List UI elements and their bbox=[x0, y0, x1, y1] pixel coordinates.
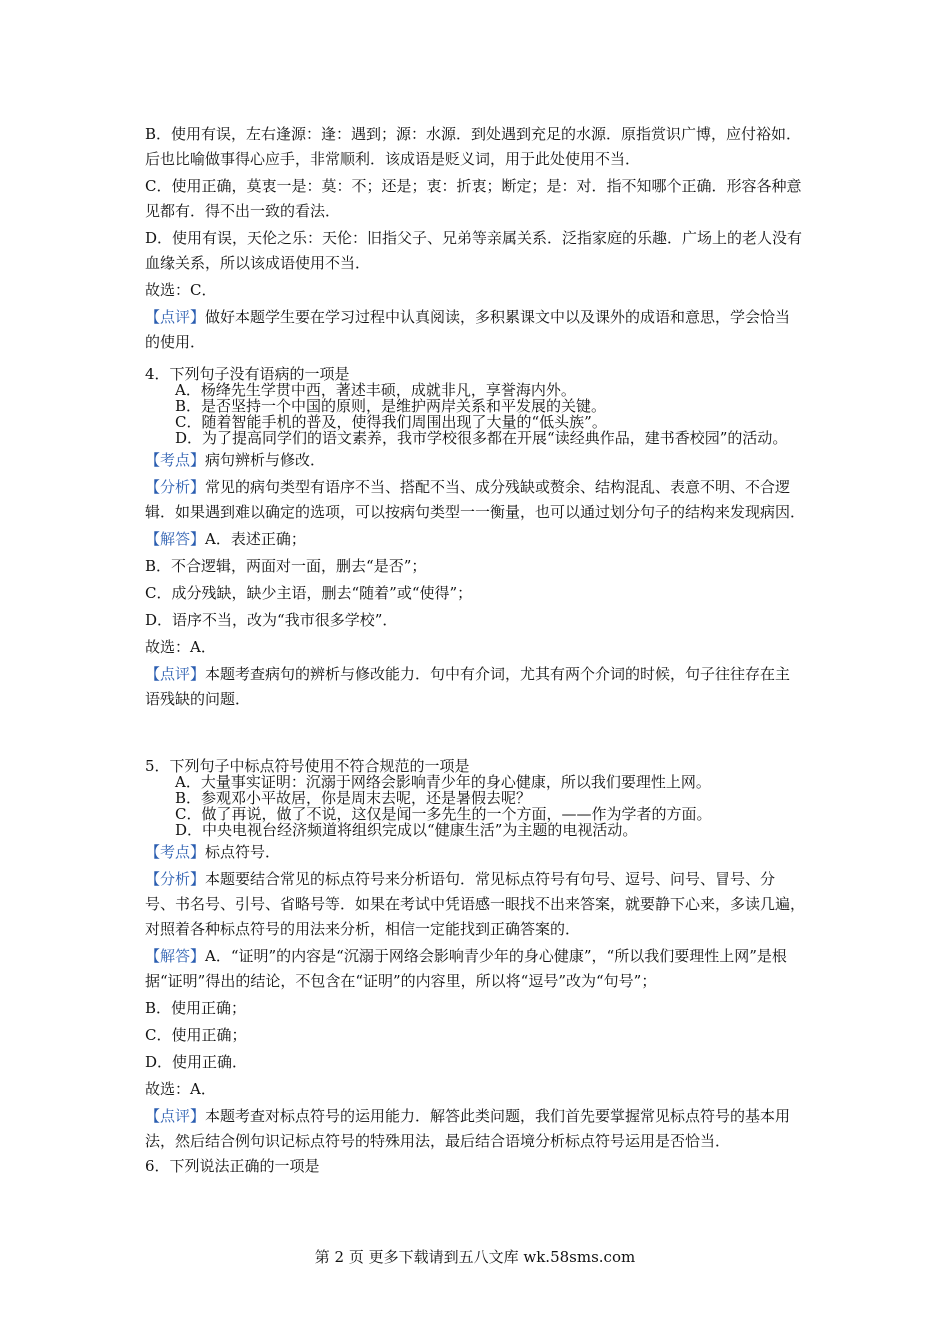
fenxi-paragraph bbox=[145, 475, 805, 525]
answer-choice: 故选：A． bbox=[145, 638, 216, 656]
kaodian-tag: 【考点】 bbox=[145, 451, 206, 469]
question-4-option-d: D．为了提高同学们的语文素养，我市学校很多都在开展“读经典作品，建书香校园”的活动。 bbox=[175, 429, 788, 447]
fenxi-text: 常见的病句类型有语序不当、搭配不当、成分残缺或赘余、结构混乱、表意不明、不合逻辑．如果遇到难以确定的选项，可以按病句类型一一衡量，也可以通过划分句子的结构来发现病因． bbox=[145, 478, 806, 521]
answer-choice: 故选：C． bbox=[145, 281, 217, 299]
fenxi-text: 本题要结合常见的标点符号来分析语句．常见标点符号有句号、逗号、问号、冒号、分号、书名号、引号、省略号等．如果在考试中凭语感一眼找不出来答案，就要静下心来，多读几遍，对照着各种标点符号的用法来分析，相信一定能找到正确答案的． bbox=[145, 870, 806, 938]
jieda-tag: 【解答】 bbox=[145, 530, 206, 548]
question-5-title: 5．下列句子中标点符号使用不符合规范的一项是 bbox=[145, 757, 470, 775]
solution-line: D．使用正确． bbox=[145, 1053, 248, 1071]
answer-choice: 故选：A． bbox=[145, 1080, 216, 1098]
explanation-c: C．使用正确，莫衷一是：莫：不；还是；衷：折衷；断定；是：对．指不知哪个正确．形容各种意见都有．得不出一致的看法． bbox=[145, 177, 802, 220]
explanation-b: B．使用有误，左右逢源：逢：遇到；源：水源．到处遇到充足的水源．原指赏识广博，应付裕如．后也比喻做事得心应手，非常顺利．该成语是贬义词，用于此处使用不当． bbox=[145, 125, 802, 168]
review-text: 本题考查病句的辨析与修改能力．句中有介词，尤其有两个介词的时候，句子往往存在主语残缺的问题． bbox=[145, 665, 791, 708]
question-4-title: 4．下列句子没有语病的一项是 bbox=[145, 365, 350, 383]
question-5-option-b: B．参观邓小平故居，你是周末去呢，还是暑假去呢？ bbox=[175, 789, 532, 807]
question-6-title: 6．下列说法正确的一项是 bbox=[145, 1157, 320, 1175]
jieda-text: A．“证明”的内容是“沉溺于网络会影响青少年的身心健康”，“所以我们要理性上网”是根据“证明”得出的结论，不包含在“证明”的内容里，所以将“逗号”改为“句号”； bbox=[145, 947, 787, 990]
fenxi-tag: 【分析】 bbox=[145, 478, 206, 496]
question-3-continuation bbox=[145, 122, 805, 355]
solution-line: B．使用正确； bbox=[145, 999, 247, 1017]
review-text: 本题考查对标点符号的运用能力．解答此类问题，我们首先要掌握常见标点符号的基本用法，然后结合例句识记标点符号的特殊用法，最后结合语境分析标点符号运用是否恰当． bbox=[145, 1107, 791, 1150]
review-text: 做好本题学生要在学习过程中认真阅读，多积累课文中以及课外的成语和意思，学会恰当的使用． bbox=[145, 308, 791, 351]
fenxi-paragraph bbox=[145, 867, 805, 942]
review-paragraph bbox=[145, 662, 805, 712]
kaodian-paragraph bbox=[145, 840, 805, 865]
question-5-option-d: D．中央电视台经济频道将组织完成以“健康生活”为主题的电视活动。 bbox=[175, 821, 638, 839]
question-4-option-b: B．是否坚持一个中国的原则，是维护两岸关系和平发展的关键。 bbox=[175, 397, 607, 415]
fenxi-tag: 【分析】 bbox=[145, 870, 206, 888]
solution-line: B．不合逻辑，两面对一面，删去“是否”； bbox=[145, 557, 427, 575]
question-5 bbox=[145, 758, 805, 1179]
question-4-option-c: C．随着智能手机的普及，使得我们周围出现了大量的“低头族”。 bbox=[175, 413, 607, 431]
kaodian-text: 标点符号． bbox=[205, 843, 281, 861]
kaodian-paragraph bbox=[145, 448, 805, 473]
review-tag: 【点评】 bbox=[145, 1107, 206, 1125]
explanation-d: D．使用有误，天伦之乐：天伦：旧指父子、兄弟等亲属关系．泛指家庭的乐趣．广场上的老人没有血缘关系，所以该成语使用不当． bbox=[145, 229, 803, 272]
jieda-paragraph bbox=[145, 944, 805, 994]
question-5-option-c: C．做了再说，做了不说，这仅是闻一多先生的一个方面，——作为学者的方面。 bbox=[175, 805, 712, 823]
page-footer: 第 2 页 更多下载请到五八文库 wk.58sms.com bbox=[314, 1248, 636, 1266]
question-4-option-a: A．杨绛先生学贯中西，著述丰硕，成就非凡，享誉海内外。 bbox=[175, 381, 576, 399]
review-paragraph bbox=[145, 1104, 805, 1154]
solution-line: C．成分残缺，缺少主语，删去“随着”或“使得”； bbox=[145, 584, 473, 602]
jieda-paragraph bbox=[145, 527, 805, 552]
review-tag: 【点评】 bbox=[145, 665, 206, 683]
solution-line: D．语序不当，改为“我市很多学校”． bbox=[145, 611, 398, 629]
review-tag: 【点评】 bbox=[145, 308, 206, 326]
solution-line: C．使用正确； bbox=[145, 1026, 247, 1044]
question-4 bbox=[145, 366, 805, 712]
jieda-tag: 【解答】 bbox=[145, 947, 206, 965]
kaodian-text: 病句辨析与修改． bbox=[205, 451, 326, 469]
review-paragraph bbox=[145, 305, 805, 355]
jieda-text: A．表述正确； bbox=[205, 530, 306, 548]
question-5-option-a: A．大量事实证明：沉溺于网络会影响青少年的身心健康，所以我们要理性上网。 bbox=[175, 773, 711, 791]
kaodian-tag: 【考点】 bbox=[145, 843, 206, 861]
